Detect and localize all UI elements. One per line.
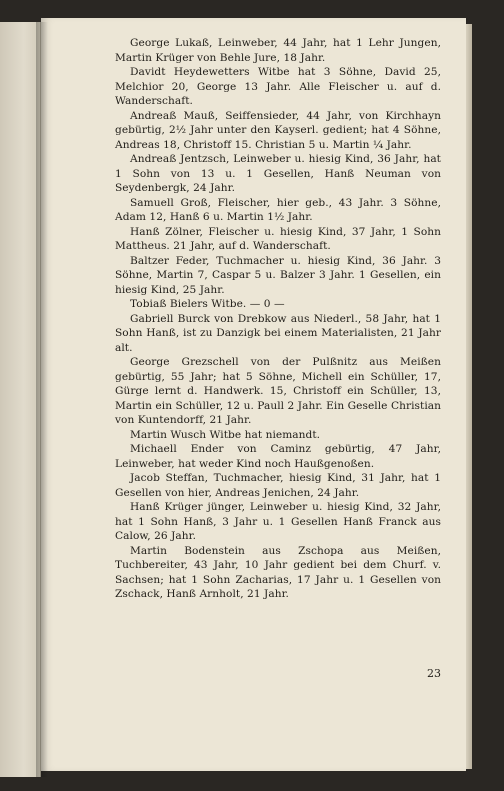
entry-paragraph: Martin Wusch Witbe hat niemandt. bbox=[130, 428, 321, 441]
entry-paragraph: Hanß Zölner, Fleischer u. hiesig Kind, 37 Jahr, 1 Sohn Mattheus. 21 Jahr, auf d. Wanderschaft. bbox=[115, 225, 441, 252]
entry-paragraph: George Grezschell von der Pulßnitz aus Meißen gebürtig, 55 Jahr; hat 5 Söhne, Michell ein Schüller, 17, Gürge lernt d. Handwerk. 15, Christoff ein Schüller, 13, Martin ein Schüller, 12 u. Paull 2 Jahr. Ein Geselle Christian von Kuntendorff, 21 Jahr. bbox=[115, 356, 441, 426]
facing-page-edge bbox=[0, 22, 41, 777]
entry-paragraph: Jacob Steffan, Tuchmacher, hiesig Kind, 31 Jahr, hat 1 Gesellen von hier, Andreas Jenichen, 24 Jahr. bbox=[115, 472, 441, 499]
page-number: 23 bbox=[427, 667, 441, 680]
entry-paragraph: Davidt Heydewetters Witbe hat 3 Söhne, David 25, Melchior 20, George 13 Jahr. Alle Fleischer u. auf d. Wanderschaft. bbox=[115, 66, 441, 107]
entry-paragraph: Michaell Ender von Caminz gebürtig, 47 Jahr, Leinweber, hat weder Kind noch Haußgenoßen. bbox=[115, 443, 441, 470]
entry-paragraph: Hanß Krüger jünger, Leinweber u. hiesig Kind, 32 Jahr, hat 1 Sohn Hanß, 3 Jahr u. 1 Gesellen Hanß Franck aus Calow, 26 Jahr. bbox=[115, 501, 441, 542]
entry-paragraph: Baltzer Feder, Tuchmacher u. hiesig Kind, 36 Jahr. 3 Söhne, Martin 7, Caspar 5 u. Balzer 3 Jahr. 1 Gesellen, ein hiesig Kind, 25 Jahr. bbox=[115, 254, 441, 296]
entry-paragraph: George Lukaß, Leinweber, 44 Jahr, hat 1 Lehr Jungen, Martin Krüger von Behle Jure, 18 Jahr. bbox=[115, 37, 441, 64]
book-page bbox=[41, 18, 466, 771]
page-stack-edge bbox=[466, 24, 472, 769]
entry-paragraph: Andreaß Mauß, Seiffensieder, 44 Jahr, von Kirchhayn gebürtig, 2½ Jahr unter den Kayserl. gedient; hat 4 Söhne, Andreas 18, Christoff 15. Christian 5 u. Martin ¼ Jahr. bbox=[115, 109, 441, 151]
entry-paragraph: Gabriell Burck von Drebkow aus Niederl., 58 Jahr, hat 1 Sohn Hanß, ist zu Danzigk bei einem Materialisten, 21 Jahr alt. bbox=[115, 312, 441, 354]
spine-shadow bbox=[36, 22, 48, 777]
entry-paragraph: Andreaß Jentzsch, Leinweber u. hiesig Kind, 36 Jahr, hat 1 Sohn von 13 u. 1 Gesellen, Hanß Neuman von Seydenbergk, 24 Jahr. bbox=[115, 153, 441, 194]
entry-paragraph: Martin Bodenstein aus Zschopa aus Meißen, Tuchbereiter, 43 Jahr, 10 Jahr gedient bei dem Churf. v. Sachsen; hat 1 Sohn Zacharias, 17 Jahr u. 1 Gesellen von Zschack, Hanß Arnholt, 21 Jahr. bbox=[115, 544, 441, 600]
page-text bbox=[115, 36, 441, 602]
entry-paragraph: Tobiaß Bielers Witbe. — 0 — bbox=[130, 298, 285, 310]
entry-paragraph: Samuell Groß, Fleischer, hier geb., 43 Jahr. 3 Söhne, Adam 12, Hanß 6 u. Martin 1½ Jahr. bbox=[115, 196, 441, 223]
